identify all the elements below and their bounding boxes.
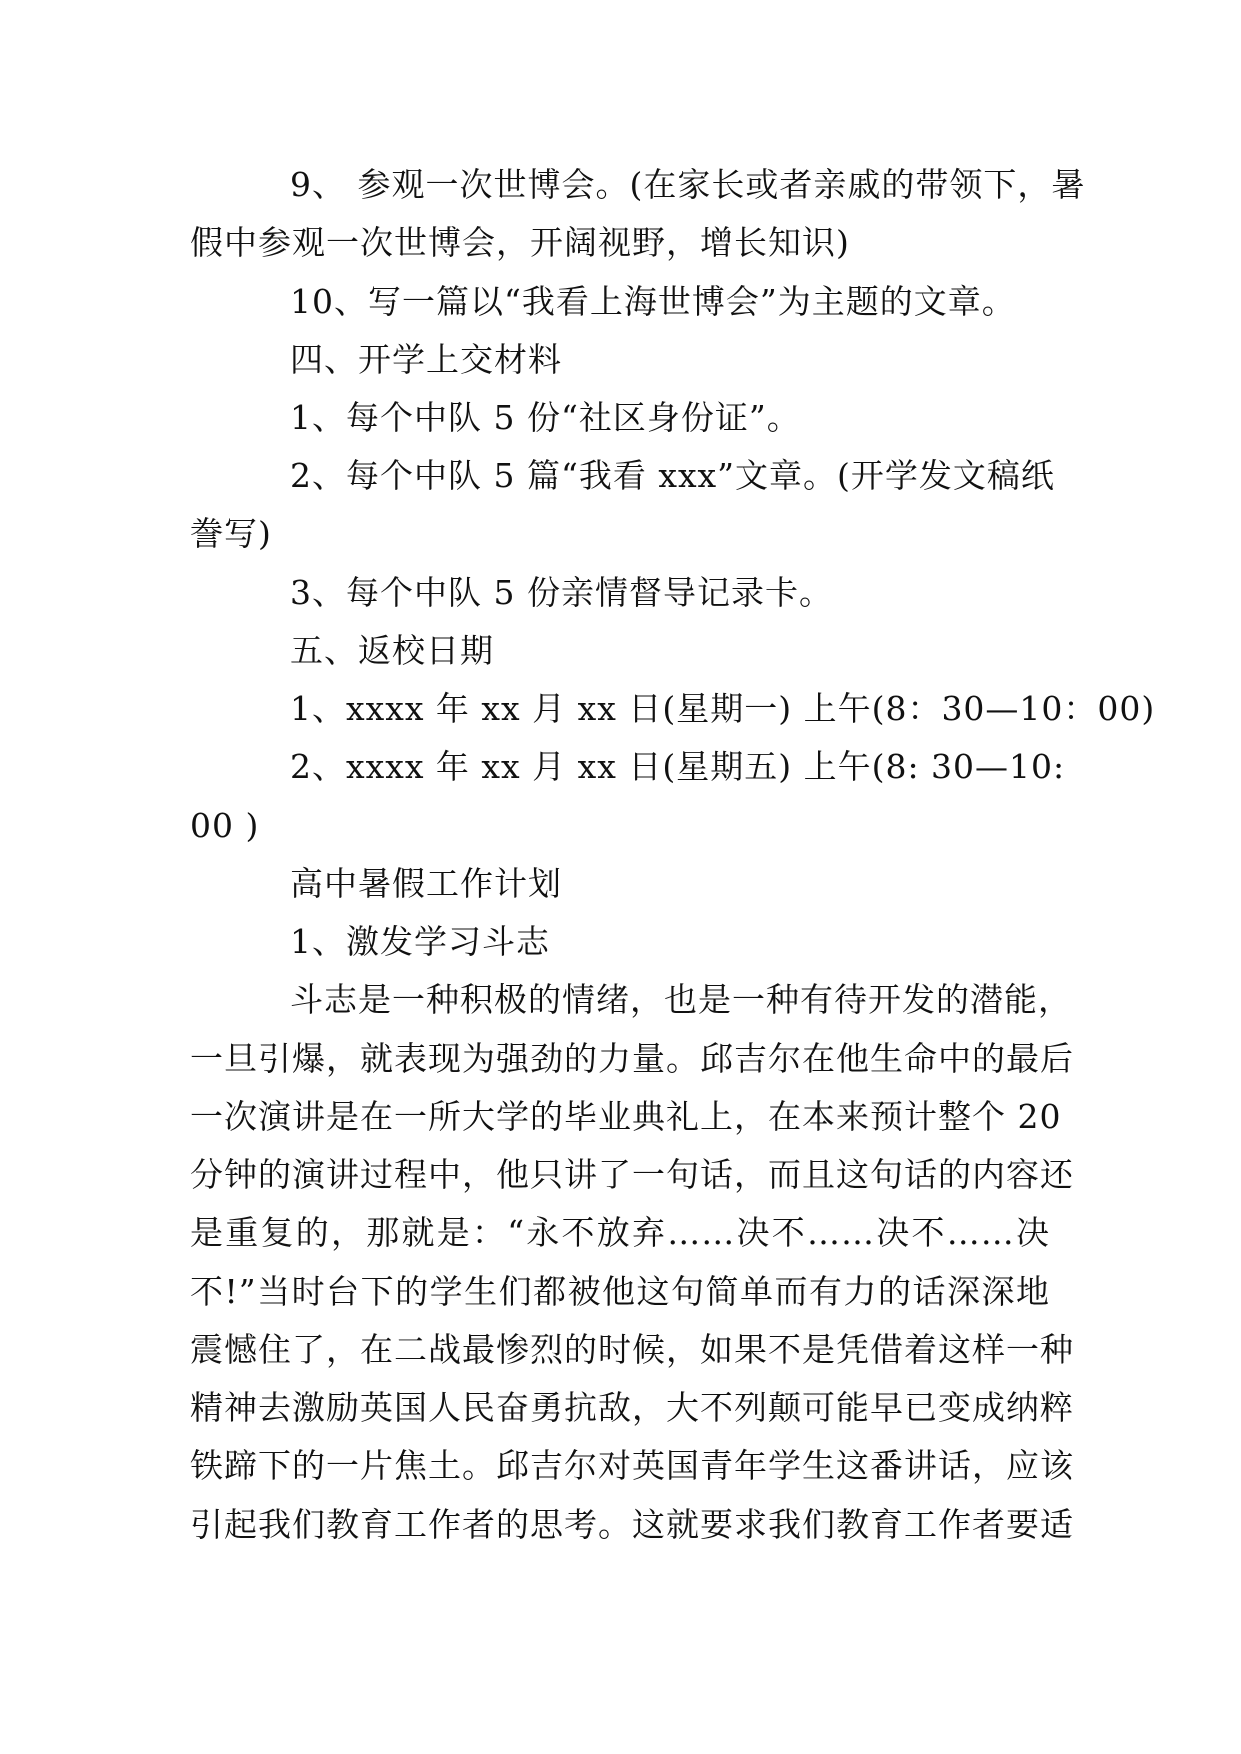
materials-item-1: 1、每个中队 5 份“社区身份证”。 (290, 398, 801, 437)
materials-item-2-line-1: 2、每个中队 5 篇“我看 xxx”文章。(开学发文稿纸 (290, 456, 1055, 495)
paragraph-line-1: 斗志是一种积极的情绪，也是一种有待开发的潜能， (290, 980, 1072, 1019)
plan-title: 高中暑假工作计划 (290, 864, 562, 903)
paragraph-line-3: 一次演讲是在一所大学的毕业典礼上，在本来预计整个 20 (190, 1097, 1062, 1136)
materials-item-3: 3、每个中队 5 份亲情督导记录卡。 (290, 573, 833, 612)
paragraph-line-8: 精神去激励英国人民奋勇抗敌，大不列颠可能早已变成纳粹 (190, 1388, 1074, 1427)
paragraph-line-9: 铁蹄下的一片焦土。邱吉尔对英国青年学生这番讲话，应该 (190, 1446, 1074, 1485)
item-10: 10、写一篇以“我看上海世博会”为主题的文章。 (290, 282, 1016, 321)
paragraph-line-7: 震憾住了，在二战最惨烈的时候，如果不是凭借着这样一种 (190, 1330, 1074, 1369)
paragraph-line-5: 是重复的，那就是：“永不放弃……决不……决不……决 (190, 1213, 1050, 1252)
return-date-1: 1、xxxx 年 xx 月 xx 日(星期一) 上午(8：30—10：00) (290, 689, 1156, 728)
materials-item-2-line-2: 誊写) (190, 514, 272, 553)
plan-item-1-heading: 1、激发学习斗志 (290, 922, 550, 961)
paragraph-line-2: 一旦引爆，就表现为强劲的力量。邱吉尔在他生命中的最后 (190, 1039, 1074, 1078)
section-4-heading: 四、开学上交材料 (290, 340, 562, 379)
item-9-line-1: 9、 参观一次世博会。(在家长或者亲戚的带领下，暑 (290, 165, 1086, 204)
section-5-heading: 五、返校日期 (290, 631, 494, 670)
item-9-line-2: 假中参观一次世博会，开阔视野，增长知识) (190, 223, 850, 262)
return-date-2-line-2: 00 ) (190, 806, 260, 845)
paragraph-line-4: 分钟的演讲过程中，他只讲了一句话，而且这句话的内容还 (190, 1155, 1074, 1194)
paragraph-line-6: 不!”当时台下的学生们都被他这句简单而有力的话深深地 (190, 1272, 1050, 1311)
paragraph-line-10: 引起我们教育工作者的思考。这就要求我们教育工作者要适 (190, 1505, 1074, 1544)
return-date-2-line-1: 2、xxxx 年 xx 月 xx 日(星期五) 上午(8: 30—10: (290, 747, 1066, 786)
